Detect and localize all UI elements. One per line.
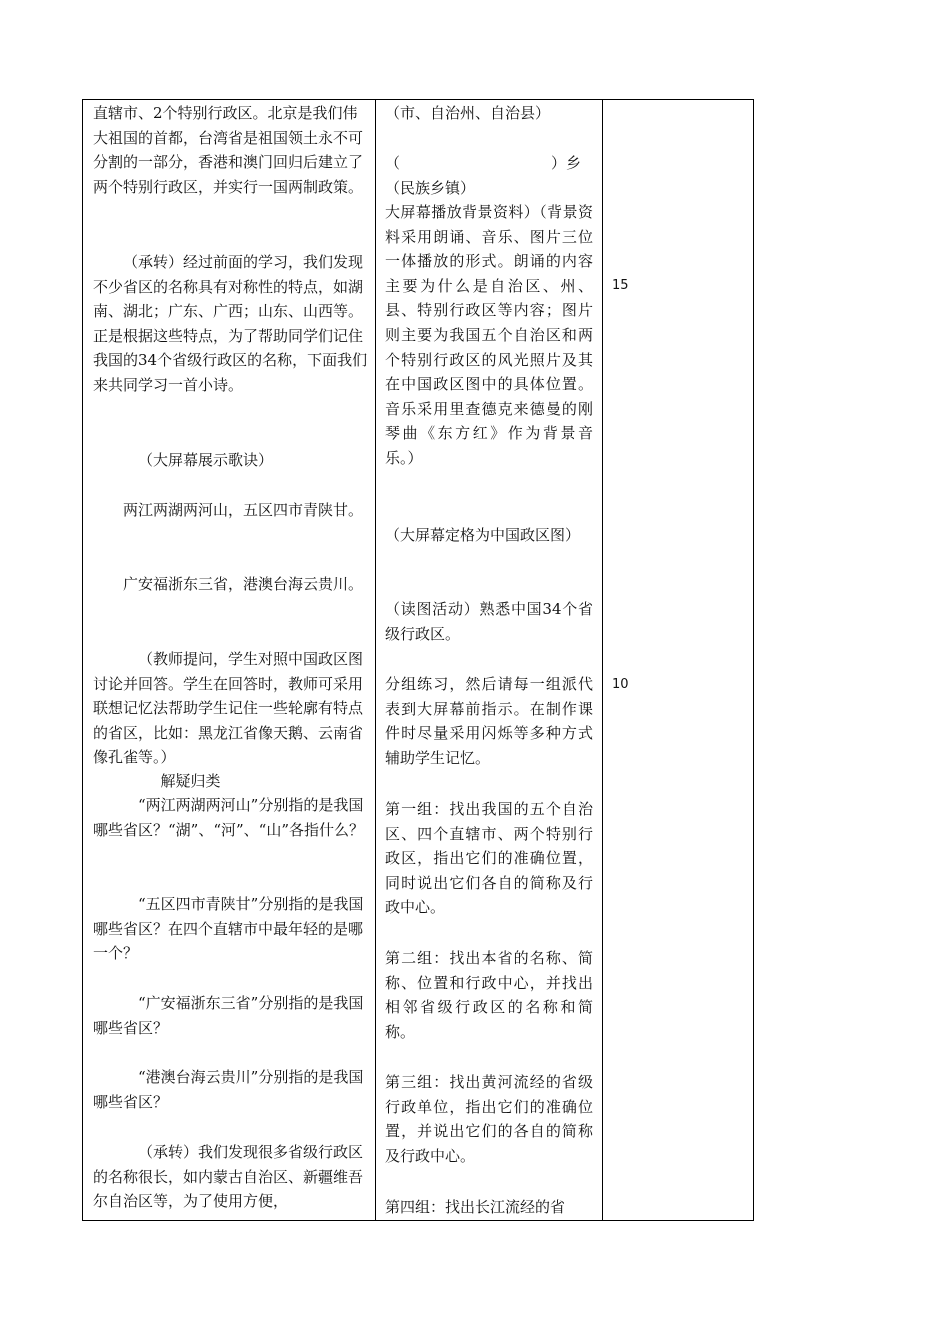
paragraph: （教师提问，学生对照中国政区图讨论并回答。学生在回答时，教师可采用联想记忆法帮助学生记住一些轮廓有特点的省区，比如：黑龙江省像天鹅、云南省像孔雀等。）: [93, 650, 364, 767]
group-task: 第二组：找出本省的名称、简称、位置和行政中心，并找出相邻省级行政区的名称和简称。: [385, 949, 593, 1041]
time-minutes: 15: [612, 278, 629, 293]
student-activity-column: [375, 100, 602, 1220]
blank-open: （: [385, 154, 401, 172]
paragraph: 分组练习，然后请每一组派代表到大屏幕前指示。在制作课件时尽量采用闪烁等多种方式辅助学生记忆。: [385, 675, 593, 767]
paragraph: （承转）我们发现很多省级行政区的名称很长，如内蒙古自治区、新疆维吾尔自治区等，为了使用方便，: [93, 1143, 364, 1211]
question: “广安福浙东三省”分别指的是我国哪些省区？: [93, 994, 364, 1037]
section-heading: 解疑归类: [160, 772, 221, 790]
paragraph: 直辖市、2个特别行政区。北京是我们伟大祖国的首都，台湾省是祖国领土永不可分割的一部分，香港和澳门回归后建立了两个特别行政区，并实行一国两制政策。: [93, 104, 364, 196]
poem-line: 两江两湖两河山，五区四市青陕甘。: [123, 501, 364, 519]
blank-close: ）乡: [551, 154, 582, 172]
paragraph: （承转）经过前面的学习，我们发现不少省区的名称具有对称性的特点，如湖南、湖北；广东、广西；山东、山西等。正是根据这些特点，为了帮助同学们记住我国的34个省级行政区的名称，下面我们来共同学习一首小诗。: [93, 253, 368, 394]
group-task: 第一组：找出我国的五个自治区、四个直辖市、两个特别行政区，指出它们的准确位置，同时说出它们各自的简称及行政中心。: [385, 800, 593, 917]
group-task: 第三组：找出黄河流经的省级行政单位，指出它们的准确位置，并说出它们的各自的简称及行政中心。: [385, 1073, 593, 1165]
paragraph: （读图活动）熟悉中国34个省级行政区。: [385, 600, 593, 643]
time-column: [602, 100, 754, 1220]
question: “五区四市青陕甘”分别指的是我国哪些省区？在四个直辖市中最年轻的是哪一个？: [93, 895, 364, 963]
poem-line: 广安福浙东三省，港澳台海云贵川。: [123, 575, 364, 593]
question: “两江两湖两河山”分别指的是我国哪些省区？“湖”、“河”、“山”各指什么？: [93, 796, 365, 839]
time-minutes: 10: [612, 677, 629, 692]
paragraph: 大屏幕播放背景资料）（背景资料采用朗诵、音乐、图片三位一体播放的形式。朗诵的内容主要为什么是自治区、州、县、特别行政区等内容；图片则主要为我国五个自治区和两个特别行政区的风光照片及其在中国政区图中的具体位置。音乐采用里查德克来德曼的刚琴曲《东方红》作为背景音乐。）: [385, 203, 593, 467]
question: “港澳台海云贵川”分别指的是我国哪些省区？: [93, 1068, 364, 1111]
group-task: 第四组：找出长江流经的省: [385, 1198, 566, 1216]
paragraph: （市、自治州、自治县）: [385, 104, 551, 122]
paragraph: （大屏幕定格为中国政区图）: [385, 526, 581, 544]
teacher-activity-column: [83, 100, 375, 1220]
paragraph: （大屏幕展示歌诀）: [138, 451, 274, 469]
paragraph: （民族乡镇）: [385, 179, 476, 197]
lesson-table: [82, 99, 754, 1221]
